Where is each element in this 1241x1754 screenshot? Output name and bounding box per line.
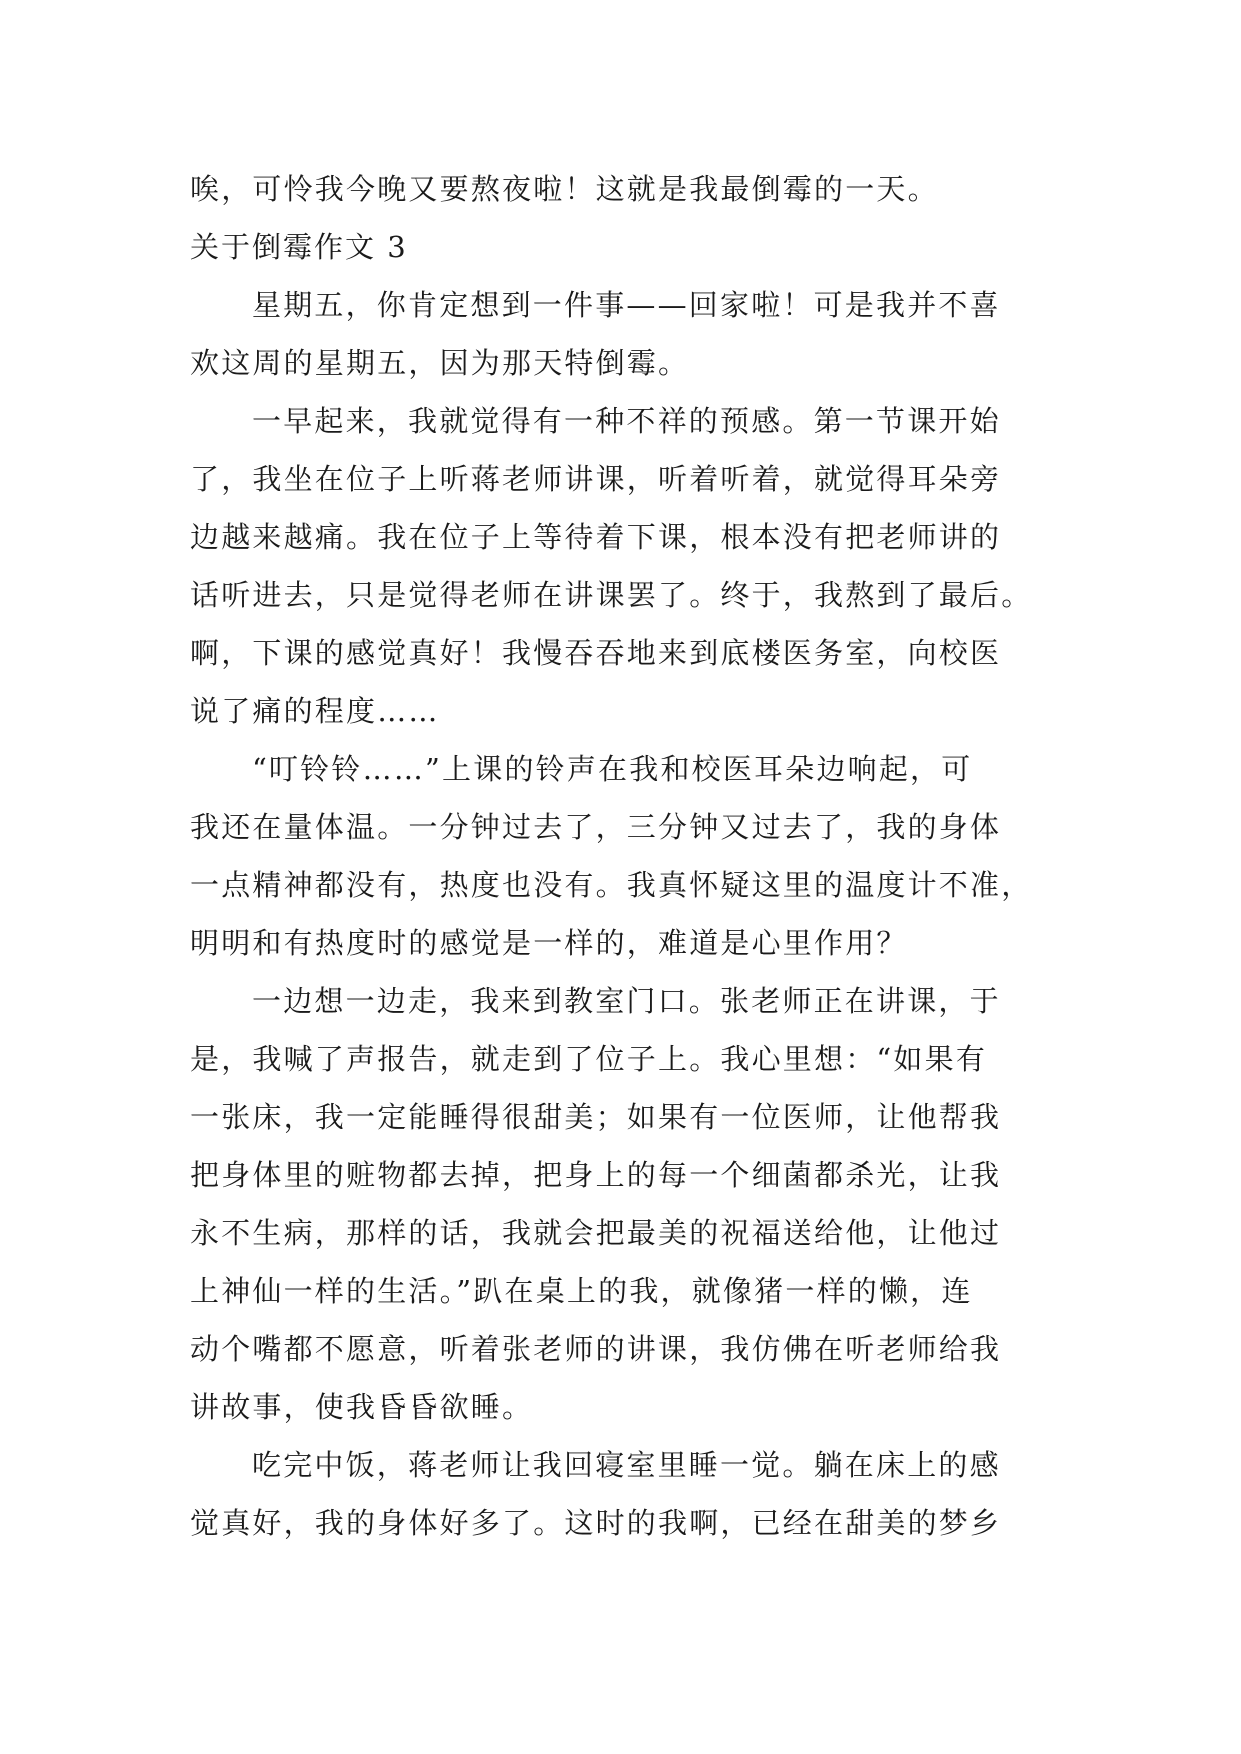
text-line: 话听进去，只是觉得老师在讲课罢了。终于，我熬到了最后。 — [190, 578, 1033, 612]
text-line: 觉真好，我的身体好多了。这时的我啊，已经在甜美的梦乡 — [190, 1506, 1002, 1540]
document-page — [190, 160, 1052, 1552]
paragraph-first-line: 一边想一边走，我来到教室门口。张老师正在讲课，于 — [252, 984, 1001, 1018]
text-line: 边越来越痛。我在位子上等待着下课，根本没有把老师讲的 — [190, 520, 1002, 554]
text-line: 了，我坐在位子上听蒋老师讲课，听着听着，就觉得耳朵旁 — [190, 462, 1002, 496]
text-line: 欢这周的星期五，因为那天特倒霉。 — [190, 346, 690, 380]
text-line: 讲故事，使我昏昏欲睡。 — [190, 1390, 534, 1424]
paragraph-first-line: “叮铃铃……”上课的铃声在我和校医耳朵边响起，可 — [252, 752, 973, 786]
paragraph-first-line: 一早起来，我就觉得有一种不祥的预感。第一节课开始 — [252, 404, 1001, 438]
text-line: 一张床，我一定能睡得很甜美；如果有一位医师，让他帮我 — [190, 1100, 1002, 1134]
text-line: 永不生病，那样的话，我就会把最美的祝福送给他，让他过 — [190, 1216, 1002, 1250]
text-line: 是，我喊了声报告，就走到了位子上。我心里想：“如果有 — [190, 1042, 988, 1076]
text-line: 啊，下课的感觉真好！我慢吞吞地来到底楼医务室，向校医 — [190, 636, 1002, 670]
text-line: 一点精神都没有，热度也没有。我真怀疑这里的温度计不准， — [190, 868, 1033, 902]
text-line: 把身体里的赃物都去掉，把身上的每一个细菌都杀光，让我 — [190, 1158, 1002, 1192]
text-line: 说了痛的程度…… — [190, 694, 440, 728]
text-line: 我还在量体温。一分钟过去了，三分钟又过去了，我的身体 — [190, 810, 1002, 844]
text-line: 明明和有热度时的感觉是一样的，难道是心里作用？ — [190, 926, 908, 960]
text-line: 上神仙一样的生活。”趴在桌上的我，就像猪一样的懒，连 — [190, 1274, 973, 1308]
paragraph-first-line: 星期五，你肯定想到一件事——回家啦！可是我并不喜 — [252, 288, 1001, 322]
text-line: 唉，可怜我今晚又要熬夜啦！这就是我最倒霉的一天。 — [190, 172, 939, 206]
paragraph-first-line: 吃完中饭，蒋老师让我回寝室里睡一觉。躺在床上的感 — [252, 1448, 1001, 1482]
text-line: 动个嘴都不愿意，听着张老师的讲课，我仿佛在听老师给我 — [190, 1332, 1002, 1366]
section-heading: 关于倒霉作文 3 — [190, 230, 408, 264]
